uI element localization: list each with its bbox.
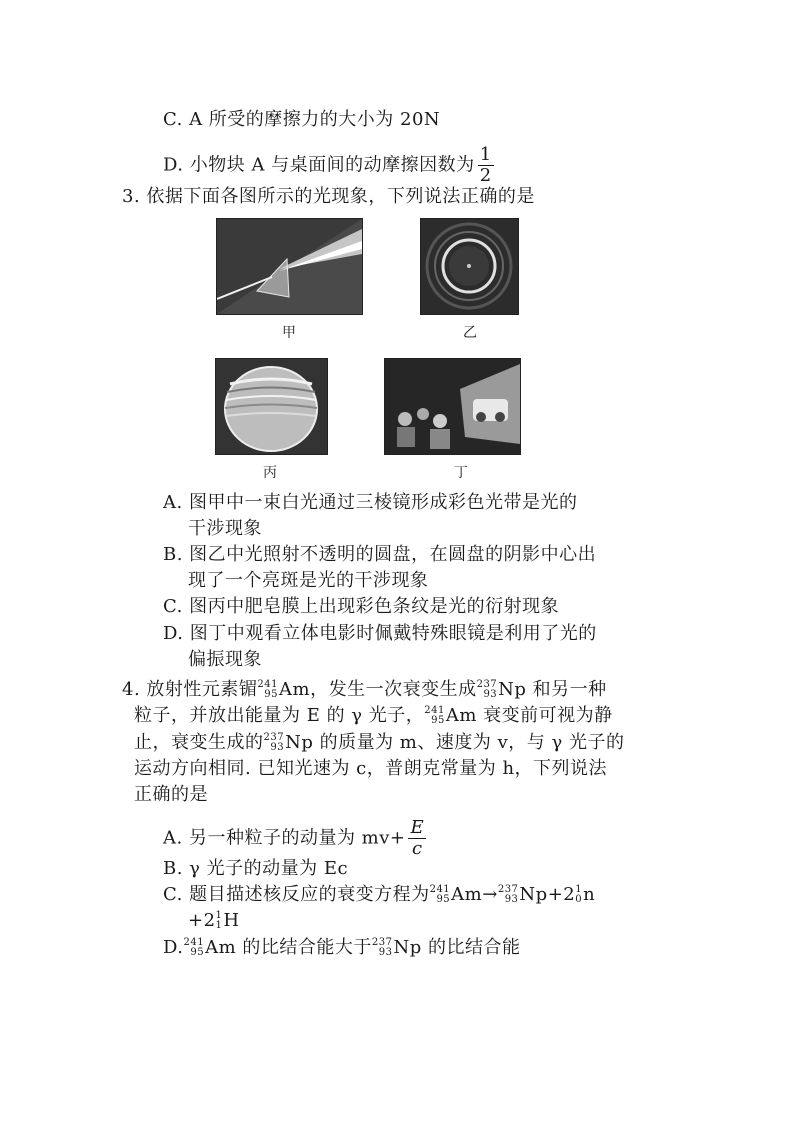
figure-soap-film-image [215, 358, 328, 455]
q3-option-d-line2: 偏振现象 [188, 649, 262, 670]
q2-option-c: C. A 所受的摩擦力的大小为 20N [163, 109, 441, 130]
q4-option-b: B. γ 光子的动量为 Ec [163, 858, 349, 879]
q3-stem: 3. 依据下面各图所示的光现象，下列说法正确的是 [122, 186, 535, 207]
figure-diffraction-disk-image [420, 218, 519, 315]
caption-bing: 丙 [263, 465, 277, 481]
q4-stem-line4: 运动方向相同. 已知光速为 c，普朗克常量为 h，下列说法 [134, 758, 608, 779]
q4-option-c-line1: C. 题目描述核反应的衰变方程为 241 95 Am→ 237 93 Np+2 1 0 n [163, 884, 596, 905]
fraction-e-over-c: $\frac{E}{c}$ [410, 817, 425, 859]
q3-option-b-line1: B. 图乙中光照射不透明的圆盘，在圆盘的阴影中心出 [163, 544, 597, 565]
figure-prism-image [216, 218, 363, 315]
q4-option-a: A. 另一种粒子的动量为 mv+ $\frac{E}{c}$ [163, 817, 425, 859]
q3-option-d-line1: D. 图丁中观看立体电影时佩戴特殊眼镜是利用了光的 [163, 623, 597, 644]
q2-option-d [163, 145, 494, 186]
fraction-one-half: $\frac{1}{2}$ [479, 144, 492, 186]
q3-option-a-line2: 干涉现象 [188, 518, 262, 539]
q4-stem-line1: 4. 放射性元素镅 241 95 Am，发生一次衰变生成 237 93 Np 和另一种 [122, 679, 607, 700]
figure-3d-cinema-image [384, 358, 521, 455]
q4-stem-line3: 止，衰变生成的 237 93 Np 的质量为 m、速度为 v，与 γ 光子的 [134, 732, 625, 753]
q3-option-a-line1: A. 图甲中一束白光通过三棱镜形成彩色光带是光的 [163, 492, 578, 513]
q4-stem-line2: 粒子，并放出能量为 E 的 γ 光子， 241 95 Am 衰变前可视为静 [134, 705, 613, 726]
caption-ding: 丁 [454, 465, 468, 481]
q4-stem-line5: 正确的是 [134, 784, 208, 805]
q3-option-b-line2: 现了一个亮斑是光的干涉现象 [188, 570, 429, 591]
caption-yi: 乙 [463, 325, 477, 341]
q2-option-d-text: D. 小物块 A 与桌面间的动摩擦因数为 [163, 154, 475, 176]
caption-jia: 甲 [282, 325, 296, 341]
q3-option-c: C. 图丙中肥皂膜上出现彩色条纹是光的衍射现象 [163, 596, 560, 617]
q4-option-c-line2: +2 1 1 H [188, 910, 240, 931]
q4-option-d: D. 241 95 Am 的比结合能大于 237 93 Np 的比结合能 [163, 937, 521, 958]
